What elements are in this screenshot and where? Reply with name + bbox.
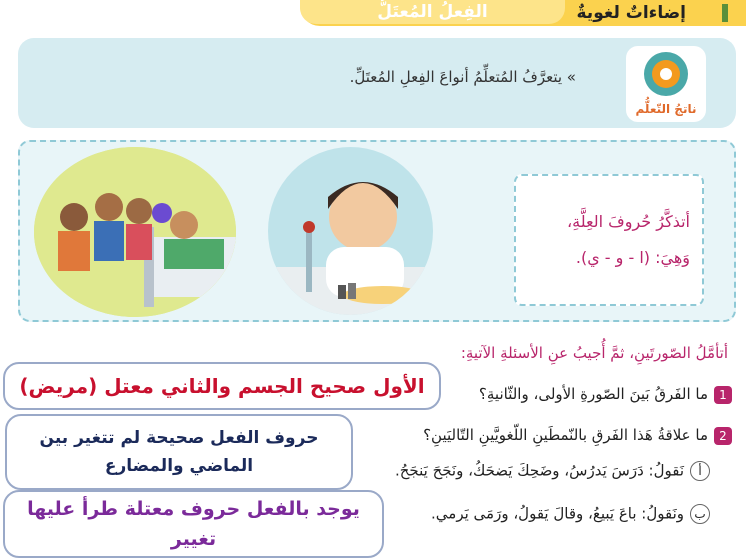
target-icon (644, 52, 688, 96)
question-1-text: ما الفَرقُ بَينَ الصّورةِ الأولى، والثّانيةِ؟ (478, 385, 708, 403)
remember-line-2: وَهِيَ: (ا - و - ي). (575, 248, 690, 267)
question-letter-a: أ (690, 461, 710, 481)
question-2-text: ما علاقةُ هَذا الفَرقِ بالنّمطَينِ اللّغويَّينِ التّاليَينِ؟ (423, 426, 708, 444)
lesson-title: الفِعلُ المُعتَلُّ (377, 2, 488, 22)
learning-outcome-text: » يتعرَّفُ المُتعلِّمُ أنواعَ الفِعلِ المُعتَلِّ. (349, 68, 576, 86)
answer-box-3 (3, 490, 384, 558)
illustration-panel (18, 140, 736, 322)
question-2b-text: ونَقولُ: باعَ يَبيعُ، وقالَ يَقولُ، ورَمَى يَرمي. (431, 504, 684, 523)
question-number-2: 2 (714, 427, 732, 445)
remember-box (514, 174, 704, 306)
question-2 (423, 426, 732, 445)
picture-sick-boy-in-bed (34, 147, 236, 317)
answer-1-text: الأول صحيح الجسم والثاني معتل (مريض) (19, 374, 425, 398)
section-marker (722, 4, 728, 22)
lesson-title-tab (300, 0, 565, 24)
answer-3-text: يوجد بالفعل حروف معتلة طرأ عليها تغيير (27, 498, 360, 550)
remember-line-1: أتذكَّرُ حُروفَ العِلَّةِ، (566, 212, 690, 231)
question-letter-b: ب (690, 504, 710, 524)
answer-box-2 (5, 414, 353, 490)
picture-healthy-boy-eating (268, 147, 433, 315)
answer-box-1 (3, 362, 441, 410)
header-bar (0, 0, 746, 30)
learning-outcome-banner (18, 38, 736, 128)
question-2a (395, 461, 710, 481)
question-number-1: 1 (714, 386, 732, 404)
instruction-text: أتأمَّلُ الصّورتَينِ، ثمَّ أُجيبُ عنِ الأسئلةِ الآتيةِ: (460, 344, 728, 362)
learning-outcome-badge (626, 46, 706, 122)
question-2a-text: نَقولُ: دَرَسَ يَدرُسُ، وضَحِكَ يَضحَكُ، ونَجَحَ يَنجَحُ. (394, 461, 684, 480)
answer-2-text: حروف الفعل صحيحة لم تتغير بين الماضي والمضارع (39, 428, 319, 476)
question-2b (431, 504, 710, 524)
question-1 (479, 385, 732, 404)
learning-outcome-label: ناتجُ التّعلُّم (635, 102, 697, 116)
section-title: إضاءاتٌ لغويةٌ (576, 3, 686, 23)
